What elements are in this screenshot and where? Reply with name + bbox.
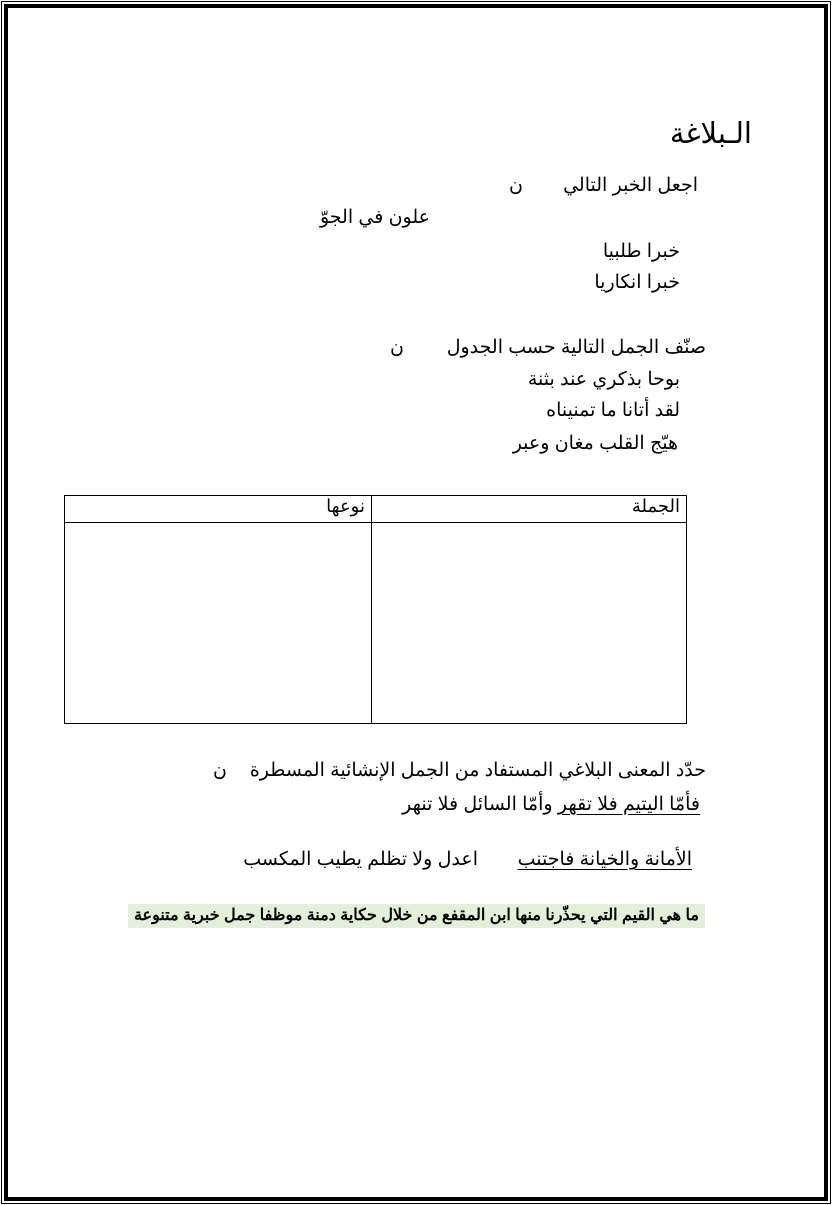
table-header-sentence: الجملة bbox=[372, 496, 687, 523]
q3-instruction: حدّد المعنى البلاغي المستفاد من الجمل الإنشائية المسطرة bbox=[249, 760, 706, 781]
q2-item: بوحا بذكري عند بثنة bbox=[527, 369, 680, 390]
table-cell-sentence[interactable] bbox=[372, 523, 687, 724]
q3-line1-underlined: فأمّا اليتيم فلا تقهر bbox=[557, 794, 700, 815]
q4-question: ما هي القيم التي يحذّرنا منها ابن المقفع من خلال حكاية دمنة موظفا جمل خبرية متنوعة bbox=[128, 904, 705, 928]
q1-item: خبرا طلبيا bbox=[602, 241, 680, 262]
q2-item: لقد أتانا ما تمنيناه bbox=[546, 400, 680, 421]
classification-table bbox=[64, 495, 687, 724]
q2-instruction: صنّف الجمل التالية حسب الجدول bbox=[446, 337, 706, 358]
q3-line2-rest: اعدل ولا تظلم يطيب المكسب bbox=[243, 849, 478, 870]
q3-marker: ن bbox=[213, 760, 227, 781]
q2-marker: ن bbox=[390, 337, 404, 358]
q1-marker: ن bbox=[509, 175, 523, 196]
q3-line1-rest: وأمّا السائل فلا تنهر bbox=[402, 794, 558, 815]
q2-item: هيّج القلب مغان وعبر bbox=[512, 433, 678, 454]
table-cell-type[interactable] bbox=[65, 523, 372, 724]
table-header-type: نوعها bbox=[65, 496, 372, 523]
q1-sentence: علون في الجوّ bbox=[319, 207, 430, 228]
q3-line1 bbox=[402, 793, 700, 817]
q1-item: خبرا انكاريا bbox=[594, 272, 680, 293]
q3-line2-underlined: الأمانة والخيانة فاجتنب bbox=[517, 849, 692, 870]
page-title: الـبلاغة bbox=[669, 118, 752, 150]
q1-instruction: اجعل الخبر التالي bbox=[563, 175, 698, 196]
